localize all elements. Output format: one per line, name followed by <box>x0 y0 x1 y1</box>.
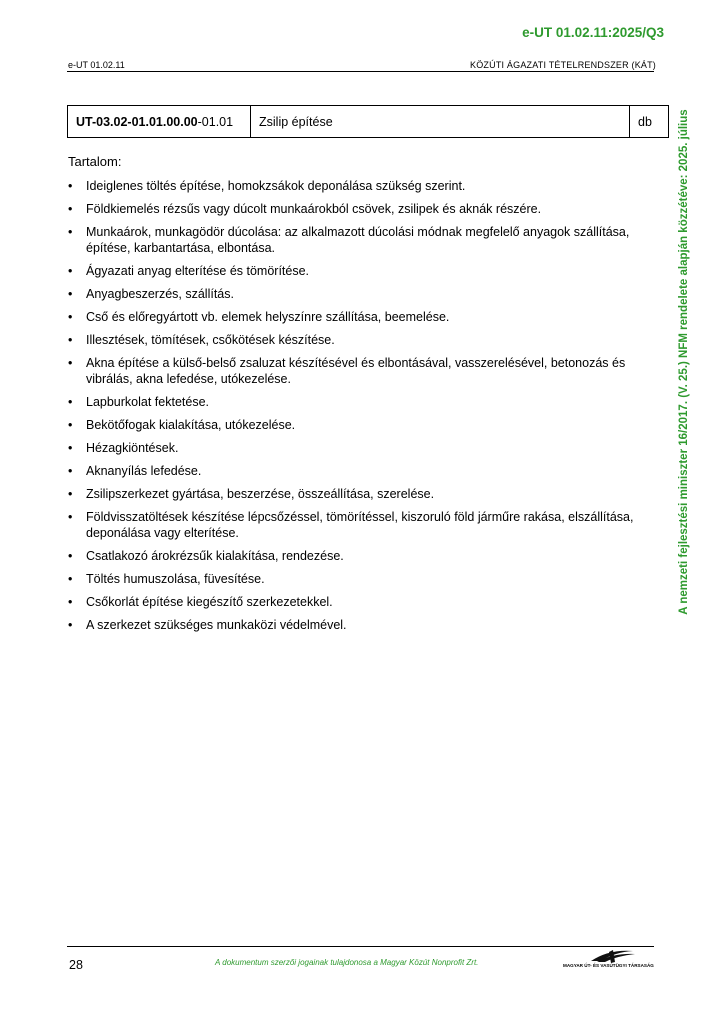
company-logo <box>563 947 655 973</box>
content-item-text: Hézagkiöntések. <box>86 441 179 455</box>
content-list-item <box>68 571 658 587</box>
bullet-icon: • <box>68 595 73 609</box>
content-list <box>68 178 658 640</box>
doc-code: e-UT 01.02.11:2025/Q3 <box>522 25 664 40</box>
content-list-item <box>68 509 658 541</box>
content-list-item <box>68 440 658 456</box>
bullet-icon: • <box>68 395 73 409</box>
content-list-item <box>68 548 658 564</box>
content-list-item <box>68 332 658 348</box>
item-unit-cell: db <box>638 114 652 129</box>
content-item-text: Csőkorlát építése kiegészítő szerkezetekkel. <box>86 595 333 609</box>
content-item-text: Lapburkolat fektetése. <box>86 395 209 409</box>
item-code-bold: UT-03.02-01.01.00.00 <box>76 114 198 129</box>
item-code-cell <box>68 106 251 137</box>
bullet-icon: • <box>68 333 73 347</box>
content-list-item <box>68 263 658 279</box>
header-right: KÖZÚTI ÁGAZATI TÉTELRENDSZER (KÁT) <box>470 60 656 70</box>
bullet-icon: • <box>68 418 73 432</box>
bullet-icon: • <box>68 572 73 586</box>
side-note: A nemzeti fejlesztési miniszter 16/2017. (V. 25.) NFM rendelete alapján közzétéve: 2025. július <box>678 109 690 615</box>
content-item-text: Munkaárok, munkagödör dúcolása: az alkalmazott dúcolási módnak megfelelő anyagok szállítása, építése, karbantartása, elbontása. <box>86 225 630 255</box>
content-list-item <box>68 394 658 410</box>
content-list-item <box>68 594 658 610</box>
bullet-icon: • <box>68 287 73 301</box>
copyright-notice: A dokumentum szerzői jogainak tulajdonosa a Magyar Közút Nonprofit Zrt. <box>215 958 479 967</box>
item-table <box>67 105 669 138</box>
content-label: Tartalom: <box>68 154 122 169</box>
header-left: e-UT 01.02.11 <box>68 60 125 70</box>
content-list-item <box>68 617 658 633</box>
content-list-item <box>68 224 658 256</box>
content-list-item <box>68 309 658 325</box>
logo-text: MAGYAR ÚT- ÉS VASÚTÜGYI TÁRSASÁG <box>563 963 654 968</box>
bullet-icon: • <box>68 487 73 501</box>
content-item-text: Földvisszatöltések készítése lépcsőzéssel, tömörítéssel, kiszoruló föld járműre rakása, elszállítása, deponálása vagy elterítése. <box>86 510 634 540</box>
content-item-text: Akna építése a külső-belső zsaluzat készítésével és elbontásával, vasszerelésével, betonozás és vibrálás, akna lefedése, utókezelése. <box>86 356 626 386</box>
content-item-text: A szerkezet szükséges munkaközi védelmével. <box>86 618 347 632</box>
bullet-icon: • <box>68 510 73 524</box>
content-list-item <box>68 178 658 194</box>
content-list-item <box>68 286 658 302</box>
content-list-item <box>68 417 658 433</box>
item-code-suffix: -01.01 <box>197 114 234 129</box>
content-item-text: Aknanyílás lefedése. <box>86 464 202 478</box>
item-name-cell: Zsilip építése <box>251 106 630 137</box>
content-list-item <box>68 201 658 217</box>
bullet-icon: • <box>68 441 73 455</box>
content-item-text: Anyagbeszerzés, szállítás. <box>86 287 234 301</box>
content-item-text: Cső és előregyártott vb. elemek helyszínre szállítása, beemelése. <box>86 310 450 324</box>
content-list-item <box>68 463 658 479</box>
bullet-icon: • <box>68 179 73 193</box>
bullet-icon: • <box>68 264 73 278</box>
bullet-icon: • <box>68 356 73 370</box>
content-item-text: Csatlakozó árokrézsűk kialakítása, rendezése. <box>86 549 344 563</box>
content-item-text: Bekötőfogak kialakítása, utókezelése. <box>86 418 296 432</box>
header-rule <box>67 71 654 72</box>
bullet-icon: • <box>68 202 73 216</box>
content-item-text: Ágyazati anyag elterítése és tömörítése. <box>86 264 310 278</box>
bullet-icon: • <box>68 310 73 324</box>
bullet-icon: • <box>68 464 73 478</box>
content-item-text: Földkiemelés rézsűs vagy dúcolt munkaárokból csövek, zsilipek és aknák részére. <box>86 202 542 216</box>
content-item-text: Töltés humuszolása, füvesítése. <box>86 572 265 586</box>
content-item-text: Zsilipszerkezet gyártása, beszerzése, összeállítása, szerelése. <box>86 487 435 501</box>
page-number: 28 <box>69 958 83 972</box>
bullet-icon: • <box>68 225 73 239</box>
bullet-icon: • <box>68 618 73 632</box>
content-list-item <box>68 355 658 387</box>
bullet-icon: • <box>68 549 73 563</box>
content-item-text: Illesztések, tömítések, csőkötések készítése. <box>86 333 335 347</box>
content-list-item <box>68 486 658 502</box>
content-item-text: Ideiglenes töltés építése, homokzsákok deponálása szükség szerint. <box>86 179 466 193</box>
